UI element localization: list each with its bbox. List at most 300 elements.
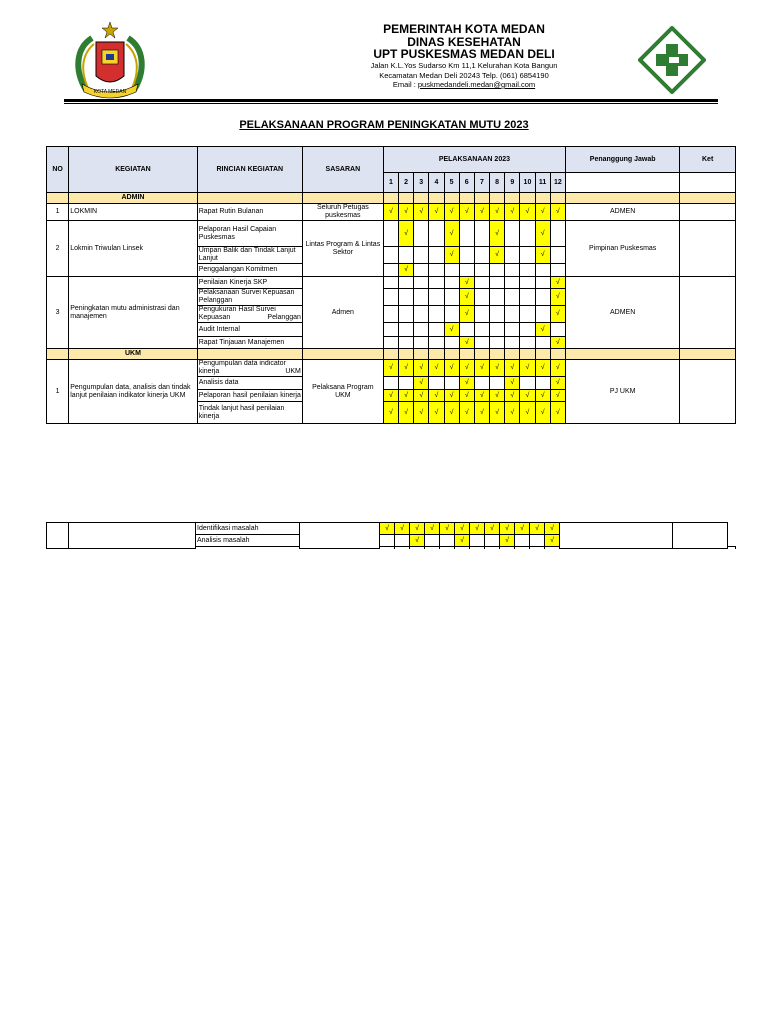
- check-month-11: √: [535, 360, 550, 377]
- check-month-11: √: [535, 247, 550, 264]
- row-kegiatan: Lokmin Triwulan Linsek: [69, 221, 197, 277]
- check-month-2: [398, 337, 413, 349]
- check-month-1: [383, 337, 398, 349]
- section-cell: [414, 193, 429, 204]
- email-label: Email :: [392, 80, 418, 89]
- check-month-7: [474, 264, 489, 277]
- check-month-4: √: [425, 523, 440, 535]
- cutoff-cell: [728, 547, 736, 549]
- section-cell: [550, 193, 565, 204]
- cutoff-cell: [395, 547, 410, 549]
- check-month-12: √: [550, 360, 565, 377]
- check-month-12: [550, 323, 565, 337]
- row-rincian: Umpan Balik dan Tindak Lanjut Lanjut: [197, 247, 302, 264]
- section-cell: [520, 193, 535, 204]
- check-month-3: [414, 264, 429, 277]
- check-month-4: √: [429, 360, 444, 377]
- check-month-1: [383, 221, 398, 247]
- check-month-10: [520, 221, 535, 247]
- check-month-8: [490, 264, 505, 277]
- section-cell: [680, 193, 736, 204]
- check-month-9: √: [500, 535, 515, 547]
- month-12: 12: [550, 173, 565, 193]
- check-month-1: √: [383, 204, 398, 221]
- section-cell: [566, 193, 680, 204]
- table-row: [47, 523, 736, 535]
- check-month-7: [474, 221, 489, 247]
- check-month-9: [505, 264, 520, 277]
- check-month-11: [530, 535, 545, 547]
- check-month-1: √: [383, 402, 398, 424]
- check-month-8: [490, 377, 505, 390]
- row-no: 1: [47, 204, 69, 221]
- check-month-7: [474, 323, 489, 337]
- col-pj: Penanggung Jawab: [566, 147, 680, 173]
- check-month-12: √: [550, 277, 565, 289]
- check-month-1: [383, 323, 398, 337]
- check-month-3: √: [414, 390, 429, 402]
- check-month-5: [444, 306, 459, 323]
- check-month-11: √: [535, 390, 550, 402]
- section-cell: [550, 349, 565, 360]
- check-month-8: [490, 289, 505, 306]
- check-month-11: √: [535, 204, 550, 221]
- section-cell: [302, 349, 383, 360]
- check-month-12: √: [550, 377, 565, 390]
- check-month-3: √: [414, 402, 429, 424]
- row-pj: ADMEN: [566, 277, 680, 349]
- check-month-6: [459, 247, 474, 264]
- section-cell: [429, 349, 444, 360]
- program-table: [46, 146, 736, 424]
- check-month-7: √: [474, 204, 489, 221]
- check-month-1: [383, 264, 398, 277]
- section-cell: [459, 349, 474, 360]
- check-month-4: [429, 277, 444, 289]
- header-upt: UPT PUSKESMAS MEDAN DELI: [373, 47, 555, 61]
- cutoff-cell: [196, 547, 300, 549]
- month-2: 2: [398, 173, 413, 193]
- check-month-12: √: [550, 402, 565, 424]
- section-cell: [474, 349, 489, 360]
- row-rincian: Pengumpulan data indicator kinerja UKM: [198, 360, 301, 375]
- section-cell: [444, 349, 459, 360]
- check-month-4: [429, 247, 444, 264]
- row-kegiatan: Peningkatan mutu administrasi dan manajemen: [69, 277, 197, 349]
- table-row: [47, 204, 736, 221]
- section-cell: [520, 349, 535, 360]
- header-address-1: Jalan K.L.Yos Sudarso Km 11,1 Kelurahan Kota Bangun: [370, 61, 558, 70]
- check-month-2: [398, 323, 413, 337]
- row-no: 2: [47, 221, 69, 277]
- check-month-9: √: [505, 377, 520, 390]
- check-month-5: √: [444, 204, 459, 221]
- check-month-7: [474, 247, 489, 264]
- check-month-7: √: [474, 360, 489, 377]
- row-pj: ADMEN: [566, 204, 680, 221]
- check-month-10: [515, 535, 530, 547]
- row-rincian: Pelaporan hasil penilaian kinerja: [197, 390, 302, 402]
- check-month-5: √: [444, 390, 459, 402]
- col-ket-blank: [680, 173, 736, 193]
- check-month-2: √: [398, 402, 413, 424]
- check-month-5: [444, 264, 459, 277]
- check-month-8: √: [490, 221, 505, 247]
- check-month-1: [383, 289, 398, 306]
- check-month-5: [444, 277, 459, 289]
- col-pelaksanaan: PELAKSANAAN 2023: [383, 147, 565, 173]
- check-month-4: √: [429, 390, 444, 402]
- check-month-1: √: [383, 360, 398, 377]
- header-rule-thin: [64, 103, 718, 104]
- check-month-12: [550, 221, 565, 247]
- row-rincian: Pelaksanaan Survei Kepuasan Pelanggan: [197, 289, 302, 306]
- row-kegiatan: LOKMIN: [69, 204, 197, 221]
- check-month-6: √: [459, 377, 474, 390]
- row-ket: [680, 360, 736, 424]
- check-month-4: [429, 306, 444, 323]
- check-month-8: [490, 306, 505, 323]
- check-month-10: √: [520, 402, 535, 424]
- check-month-11: √: [535, 221, 550, 247]
- section-blank: [47, 193, 69, 204]
- row-rincian: Identifikasi masalah: [196, 523, 300, 535]
- check-month-6: [459, 323, 474, 337]
- section-cell: [505, 193, 520, 204]
- check-month-7: [474, 377, 489, 390]
- section-label: UKM: [69, 349, 197, 360]
- check-month-5: √: [440, 523, 455, 535]
- check-month-9: √: [500, 523, 515, 535]
- check-month-3: [414, 306, 429, 323]
- check-month-10: [520, 377, 535, 390]
- document-title: PELAKSANAAN PROGRAM PENINGKATAN MUTU 2023: [239, 119, 529, 131]
- check-month-1: √: [380, 523, 395, 535]
- section-cell: [197, 349, 302, 360]
- check-month-7: [474, 289, 489, 306]
- check-month-12: √: [545, 535, 560, 547]
- check-month-2: √: [398, 204, 413, 221]
- check-month-1: [383, 277, 398, 289]
- check-month-11: [535, 377, 550, 390]
- row-pj: Pimpinan Puskesmas: [566, 221, 680, 277]
- row-sasaran: Admen: [302, 277, 383, 349]
- check-month-9: [505, 289, 520, 306]
- check-month-4: [429, 221, 444, 247]
- check-month-9: [505, 337, 520, 349]
- check-month-4: [429, 289, 444, 306]
- check-month-6: √: [455, 523, 470, 535]
- section-cell: [459, 193, 474, 204]
- check-month-6: √: [459, 337, 474, 349]
- section-cell: [474, 193, 489, 204]
- check-month-8: [490, 277, 505, 289]
- check-month-12: [550, 264, 565, 277]
- check-month-10: √: [520, 204, 535, 221]
- check-month-10: [520, 277, 535, 289]
- check-month-10: √: [520, 360, 535, 377]
- check-month-6: √: [459, 306, 474, 323]
- row-rincian: Penggalangan Komitmen: [197, 264, 302, 277]
- check-month-6: √: [459, 277, 474, 289]
- row-kegiatan: [69, 523, 196, 549]
- header-rule-thick: [64, 99, 718, 102]
- check-month-2: √: [398, 390, 413, 402]
- check-month-7: √: [474, 402, 489, 424]
- check-month-2: √: [398, 264, 413, 277]
- check-month-5: √: [444, 221, 459, 247]
- header-email-line: [80, 80, 768, 89]
- check-month-1: [383, 377, 398, 390]
- cutoff-cell: [425, 547, 440, 549]
- check-month-7: √: [474, 390, 489, 402]
- section-row: [47, 349, 736, 360]
- row-no: 3: [47, 277, 69, 349]
- col-kegiatan: KEGIATAN: [69, 147, 197, 193]
- row-rincian: Pelaporan Hasil Capaian Puskesmas: [197, 221, 302, 247]
- check-month-12: [550, 247, 565, 264]
- check-month-10: [520, 306, 535, 323]
- month-9: 9: [505, 173, 520, 193]
- kota-medan-ribbon-text: KOTA MEDAN: [93, 89, 127, 95]
- check-month-10: [520, 337, 535, 349]
- check-month-8: √: [485, 523, 500, 535]
- section-cell: [398, 193, 413, 204]
- row-sasaran: Pelaksana Program UKM: [302, 360, 383, 424]
- check-month-3: [414, 337, 429, 349]
- check-month-4: [429, 337, 444, 349]
- cutoff-cell: [545, 547, 560, 549]
- check-month-2: √: [395, 523, 410, 535]
- check-month-6: √: [455, 535, 470, 547]
- section-cell: [444, 193, 459, 204]
- check-month-3: [414, 221, 429, 247]
- col-pj-blank: [566, 173, 680, 193]
- check-month-9: √: [505, 390, 520, 402]
- check-month-5: √: [444, 402, 459, 424]
- check-month-10: √: [520, 390, 535, 402]
- row-ket: [680, 221, 736, 277]
- check-month-5: [444, 289, 459, 306]
- cutoff-cell: [410, 547, 425, 549]
- check-month-12: √: [550, 204, 565, 221]
- check-month-5: [440, 535, 455, 547]
- cutoff-cell: [530, 547, 545, 549]
- row-pj: [560, 523, 673, 549]
- row-rincian: Tindak lanjut hasil penilaian kinerja: [197, 402, 302, 424]
- check-month-10: [520, 264, 535, 277]
- check-month-9: [505, 277, 520, 289]
- check-month-9: [505, 306, 520, 323]
- check-month-1: [383, 247, 398, 264]
- row-rincian: Audit Internal: [197, 323, 302, 337]
- section-row: [47, 193, 736, 204]
- check-month-11: [535, 289, 550, 306]
- header-address-2: Kecamatan Medan Deli 20243 Telp. (061) 6854190: [379, 71, 549, 80]
- check-month-6: √: [459, 402, 474, 424]
- section-cell: [566, 349, 680, 360]
- row-ket: [680, 204, 736, 221]
- check-month-5: √: [444, 247, 459, 264]
- check-month-9: √: [505, 204, 520, 221]
- section-cell: [197, 193, 302, 204]
- check-month-11: √: [530, 523, 545, 535]
- month-1: 1: [383, 173, 398, 193]
- row-rincian: Rapat Rutin Bulanan: [197, 204, 302, 221]
- check-month-1: [380, 535, 395, 547]
- table-row: [47, 221, 736, 247]
- check-month-12: √: [550, 306, 565, 323]
- check-month-6: √: [459, 204, 474, 221]
- check-month-7: [474, 337, 489, 349]
- check-month-11: √: [535, 402, 550, 424]
- section-cell: [490, 349, 505, 360]
- check-month-2: [398, 247, 413, 264]
- check-month-6: √: [459, 360, 474, 377]
- check-month-10: [520, 289, 535, 306]
- check-month-2: [398, 377, 413, 390]
- check-month-9: √: [505, 360, 520, 377]
- check-month-9: [505, 247, 520, 264]
- check-month-7: [470, 535, 485, 547]
- check-month-1: [383, 306, 398, 323]
- check-month-3: √: [410, 535, 425, 547]
- check-month-9: √: [505, 402, 520, 424]
- check-month-12: √: [550, 337, 565, 349]
- check-month-5: [444, 337, 459, 349]
- row-sasaran: [300, 523, 380, 549]
- cutoff-cell: [380, 547, 395, 549]
- check-month-5: [444, 377, 459, 390]
- check-month-12: √: [545, 523, 560, 535]
- section-cell: [414, 349, 429, 360]
- check-month-12: √: [550, 390, 565, 402]
- section-cell: [505, 349, 520, 360]
- cutoff-cell: [470, 547, 485, 549]
- section-cell: [490, 193, 505, 204]
- row-rincian: Rapat Tinjauan Manajemen: [197, 337, 302, 349]
- check-month-9: [505, 323, 520, 337]
- check-month-1: √: [383, 390, 398, 402]
- continuation-table: [46, 522, 736, 549]
- check-month-10: [520, 247, 535, 264]
- month-4: 4: [429, 173, 444, 193]
- row-sasaran: Seluruh Petugas puskesmas: [302, 204, 383, 221]
- check-month-12: √: [550, 289, 565, 306]
- month-11: 11: [535, 173, 550, 193]
- check-month-4: [429, 323, 444, 337]
- row-rincian: Pengukuran Hasil Survei Kepuasan Pelanggan: [198, 306, 301, 321]
- col-no: NO: [47, 147, 69, 193]
- check-month-11: [535, 337, 550, 349]
- check-month-8: √: [490, 204, 505, 221]
- cutoff-cell: [455, 547, 470, 549]
- check-month-6: [459, 264, 474, 277]
- month-6: 6: [459, 173, 474, 193]
- col-sasaran: SASARAN: [302, 147, 383, 193]
- check-month-3: [414, 247, 429, 264]
- check-month-5: √: [444, 323, 459, 337]
- check-month-6: √: [459, 289, 474, 306]
- check-month-4: √: [429, 402, 444, 424]
- header-dept: DINAS KESEHATAN: [407, 35, 521, 49]
- section-label: ADMIN: [69, 193, 197, 204]
- section-cell: [429, 193, 444, 204]
- section-cell: [680, 349, 736, 360]
- check-month-8: √: [490, 402, 505, 424]
- check-month-7: √: [470, 523, 485, 535]
- row-no: [47, 523, 69, 549]
- section-cell: [535, 193, 550, 204]
- check-month-7: [474, 306, 489, 323]
- row-ket: [680, 277, 736, 349]
- month-5: 5: [444, 173, 459, 193]
- row-rincian: Analisis data: [197, 377, 302, 390]
- check-month-3: √: [410, 523, 425, 535]
- check-month-8: [490, 337, 505, 349]
- check-month-6: [459, 221, 474, 247]
- check-month-10: [520, 323, 535, 337]
- check-month-8: √: [490, 360, 505, 377]
- check-month-3: √: [414, 204, 429, 221]
- row-kegiatan: Pengumpulan data, analisis dan tindak lanjut penilaian indikator kinerja UKM: [69, 360, 197, 424]
- check-month-3: √: [414, 360, 429, 377]
- month-8: 8: [490, 173, 505, 193]
- check-month-3: [414, 289, 429, 306]
- table-row: [47, 277, 736, 289]
- col-ket: Ket: [680, 147, 736, 173]
- check-month-2: [398, 289, 413, 306]
- check-month-5: √: [444, 360, 459, 377]
- check-month-2: √: [398, 221, 413, 247]
- row-rincian: Penilaian Kinerja SKP: [197, 277, 302, 289]
- section-cell: [302, 193, 383, 204]
- section-blank: [47, 349, 69, 360]
- check-month-4: [425, 535, 440, 547]
- section-cell: [383, 193, 398, 204]
- check-month-4: [429, 264, 444, 277]
- check-month-8: [490, 323, 505, 337]
- cutoff-cell: [485, 547, 500, 549]
- table-row: [47, 360, 736, 377]
- check-month-7: [474, 277, 489, 289]
- check-month-11: √: [535, 323, 550, 337]
- check-month-11: [535, 264, 550, 277]
- header-gov: PEMERINTAH KOTA MEDAN: [383, 22, 545, 36]
- section-cell: [398, 349, 413, 360]
- month-7: 7: [474, 173, 489, 193]
- email-link[interactable]: puskmedandeli.medan@gmail.com: [417, 80, 536, 89]
- check-month-11: [535, 277, 550, 289]
- check-month-11: [535, 306, 550, 323]
- check-month-2: √: [398, 360, 413, 377]
- check-month-8: √: [490, 390, 505, 402]
- check-month-9: [505, 221, 520, 247]
- col-rincian: RINCIAN KEGIATAN: [197, 147, 302, 193]
- month-3: 3: [414, 173, 429, 193]
- check-month-8: [485, 535, 500, 547]
- row-sasaran: Lintas Program & Lintas Sektor: [302, 221, 383, 277]
- check-month-3: [414, 277, 429, 289]
- check-month-4: √: [429, 204, 444, 221]
- month-10: 10: [520, 173, 535, 193]
- check-month-8: √: [490, 247, 505, 264]
- cutoff-cell: [500, 547, 515, 549]
- check-month-6: √: [459, 390, 474, 402]
- cutoff-cell: [440, 547, 455, 549]
- check-month-2: [398, 306, 413, 323]
- check-month-3: [414, 323, 429, 337]
